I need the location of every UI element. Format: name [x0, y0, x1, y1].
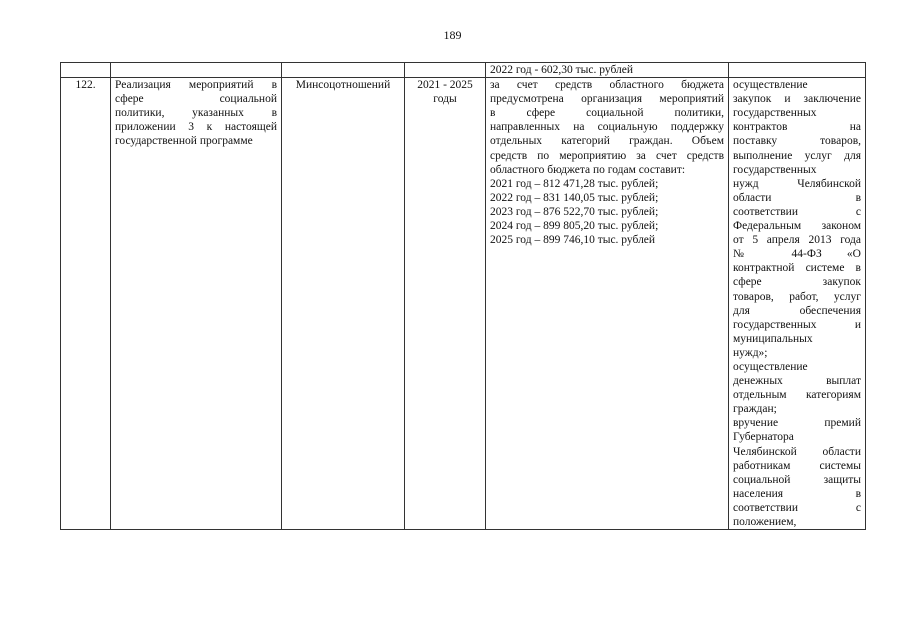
- cell-text-line: для обеспечения: [733, 304, 861, 317]
- cell-text-line: вручение премий: [733, 417, 861, 430]
- cell-text-line: отдельным категориям: [733, 389, 861, 402]
- cell-text-line: Реализация мероприятий в: [115, 79, 277, 92]
- cell-text-line: нужд Челябинской: [733, 177, 861, 190]
- cell-text-line: приложении 3 к настоящей: [115, 121, 277, 134]
- cell-text-line: соответствии с: [733, 501, 861, 514]
- cell-text-line: области в: [733, 191, 861, 204]
- cell-text-line: 2022 год – 831 140,05 тыс. рублей;: [490, 191, 659, 204]
- cell-text-line: Губернатора: [733, 431, 794, 444]
- cell-text-line: товаров, работ, услуг: [733, 290, 861, 303]
- cell-text-line: от 5 апреля 2013 года: [733, 234, 861, 247]
- cell-text-line: государственных: [733, 107, 817, 120]
- cell-text-line: выполнение услуг для: [733, 149, 861, 162]
- program-table: [60, 62, 866, 530]
- cont-cell-number: [61, 63, 111, 78]
- cell-text-line: соответствии с: [733, 205, 861, 218]
- cell-text-line: отдельных категорий граждан. Объем: [490, 135, 724, 148]
- cell-text-line: нужд»;: [733, 346, 768, 359]
- cell-text-line: работникам системы: [733, 459, 861, 472]
- cell-text-line: областного бюджета по годам составит:: [490, 163, 686, 176]
- cell-text-line: 2021 год – 812 471,28 тыс. рублей;: [490, 177, 659, 190]
- measure-name-cell: [111, 78, 282, 530]
- cell-text-line: Челябинской области: [733, 445, 861, 458]
- cell-text-line: 2025 год – 899 746,10 тыс. рублей: [490, 234, 656, 247]
- cell-text-line: поставку товаров,: [733, 135, 861, 148]
- cell-text-line: в сфере социальной политики,: [490, 107, 724, 120]
- cell-text-line: государственных: [733, 163, 817, 176]
- page-number: 189: [443, 28, 462, 42]
- cont-cell-result: [729, 63, 866, 78]
- cell-text-line: № 44-ФЗ «О: [733, 248, 861, 261]
- cell-text-line: государственных и: [733, 318, 861, 331]
- cell-text-line: годы: [433, 93, 457, 106]
- cont-cell-executor: [282, 63, 405, 78]
- row-number: 122.: [61, 78, 111, 530]
- result-cell: [729, 78, 866, 530]
- cell-text-line: осуществление: [733, 79, 808, 92]
- cont-cell-funding: 2022 год - 602,30 тыс. рублей: [486, 63, 729, 78]
- cell-text-line: 2024 год – 899 805,20 тыс. рублей;: [490, 220, 659, 233]
- cell-text-line: населения в: [733, 487, 861, 500]
- cell-text-line: закупок и заключение: [733, 93, 861, 106]
- cell-text-line: осуществление: [733, 360, 808, 373]
- cell-text-line: направленных на социальную поддержку: [490, 121, 724, 134]
- cell-text-line: средств по мероприятию за счет средств: [490, 149, 724, 162]
- funding-cell: [486, 78, 729, 530]
- cell-text-line: граждан;: [733, 403, 777, 416]
- cell-text-line: денежных выплат: [733, 375, 861, 388]
- cell-text-line: положением,: [733, 516, 797, 528]
- period-cell: [405, 78, 486, 530]
- cell-text-line: политики, указанных в: [115, 107, 277, 120]
- cell-text-line: социальной защиты: [733, 473, 861, 486]
- cell-text-line: предусмотрена организация мероприятий: [490, 93, 724, 106]
- cell-text-line: контрактов на: [733, 121, 861, 134]
- cell-text-line: Федеральным законом: [733, 220, 861, 233]
- cell-text-line: за счет средств областного бюджета: [490, 79, 724, 92]
- cont-cell-period: [405, 63, 486, 78]
- continuation-row: [61, 63, 866, 78]
- executor-cell: Минсоцотношений: [282, 78, 405, 530]
- cell-text-line: сфере закупок: [733, 276, 861, 289]
- cell-text-line: 2021 - 2025: [417, 79, 473, 92]
- table-row: [61, 78, 866, 530]
- cell-text-line: сфере социальной: [115, 93, 277, 106]
- cont-cell-name: [111, 63, 282, 78]
- cell-text-line: контрактной системе в: [733, 262, 861, 275]
- cell-text-line: муниципальных: [733, 332, 813, 345]
- cell-text-line: 2023 год – 876 522,70 тыс. рублей;: [490, 205, 659, 218]
- cell-text-line: государственной программе: [115, 135, 253, 148]
